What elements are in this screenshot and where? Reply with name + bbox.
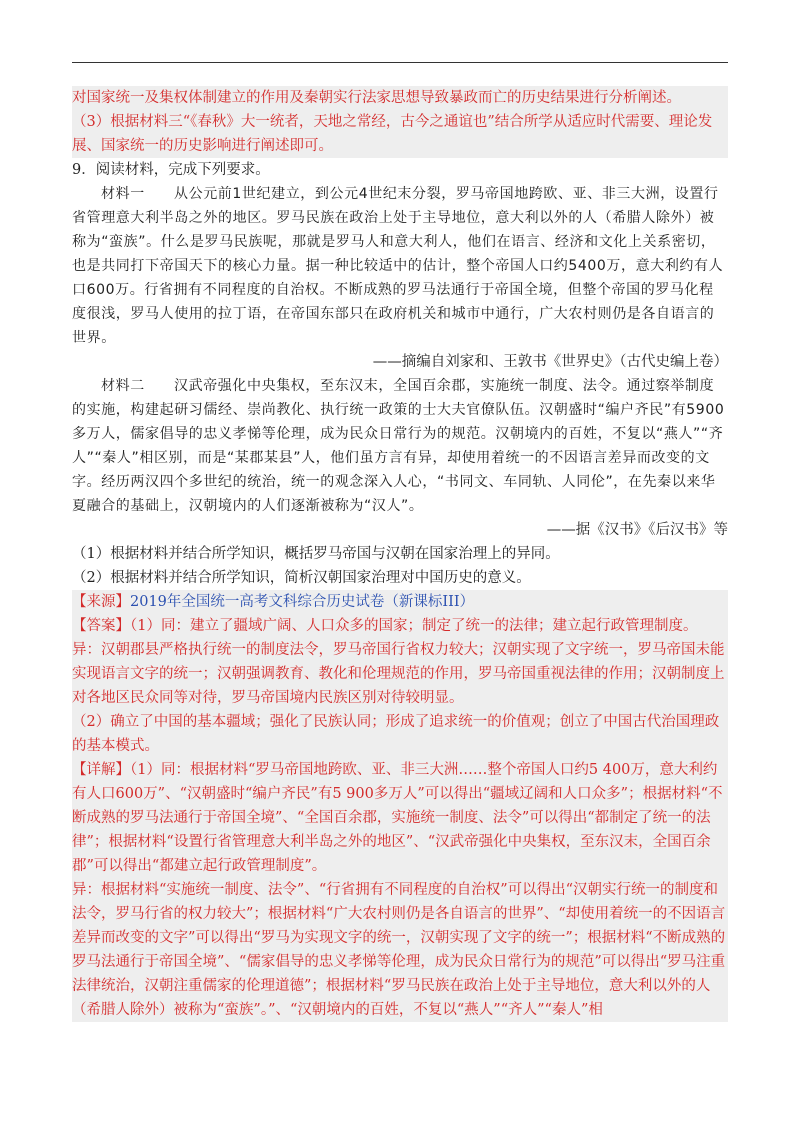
sub-question-2: （2）根据材料并结合所学知识，简析汉朝国家治理对中国历史的意义。 bbox=[72, 570, 531, 586]
answer-part1-text: （1）同：建立了疆域广阔、人口众多的国家；制定了统一的法律；建立起行政管理制度。 bbox=[130, 618, 698, 634]
sub-question-1: （1）根据材料并结合所学知识，概括罗马帝国与汉朝在国家治理上的异同。 bbox=[72, 546, 560, 562]
question-stem: 9．阅读材料，完成下列要求。 bbox=[72, 162, 270, 178]
source-text: 2019年全国统一高考文科综合历史试卷（新课标III） bbox=[130, 594, 475, 610]
material-one: 材料一 从公元前1世纪建立，到公元4世纪末分裂，罗马帝国地跨欧、亚、非三大洲，设置行省管理意大利半岛之外的地区。罗马民族在政治上处于主导地位，意大利以外的人（希腊人除外）被称为“蛮族”。什么是罗马民族呢，那就是罗马人和意大利人，他们在语言、经济和文化上关系密切，也是共同打下帝国天下的核心力量。据一种比较适中的估计，整个帝国人口约5400万，意大利约有人口600万。行省拥有不同程度的自治权。不断成熟的罗马法通行于帝国全境，但整个帝国的罗马化程度很浅，罗马人使用的拉丁语，在帝国东部只在政府机关和城市中通行，广大农村则仍是各自语言的世界。 bbox=[72, 186, 724, 346]
header-rule bbox=[72, 62, 728, 63]
detail-part1 bbox=[72, 758, 728, 878]
material-one-source: ——摘编自刘家和、王敦书《世界史》（古代史编上卷） bbox=[372, 354, 728, 370]
detail-part1-diff: 异：根据材料“实施统一制度、法令”、“行省拥有不同程度的自治权”可以得出“汉朝实行统一的制度和法令，罗马行省的权力较大”；根据材料“广大农村则仍是各自语言的世界”、“却使用着统一的不因语言差异而改变的文字”可以得出“罗马为实现文字的统一，汉朝实现了文字的统一”；根据材料“不断成熟的罗马法通行于帝国全境”、“儒家倡导的忠义孝悌等伦理，成为民众日常行为的规范”可以得出“罗马注重法律统治，汉朝注重儒家的伦理道德”；根据材料“罗马民族在政治上处于主导地位，意大利以外的人（希腊人除外）被称为“蛮族”。”、“汉朝境内的百姓，不复以“燕人”“齐人”“秦人”相 bbox=[72, 882, 726, 1018]
detail-part1-text: （1）同：根据材料“罗马帝国地跨欧、亚、非三大洲……整个帝国人口约5 400万，意大利约有人口600万”、“汉朝盛时“编户齐民”有5 900多万人”可以得出“疆域辽阔和人口众多”；根据材料“不断成熟的罗马法通行于帝国全境”、“全国百余郡，实施统一制度、法令”可以得出“都制定了统一的法律”；根据材料“设置行省管理意大利半岛之外的地区”、“汉武帝强化中央集权，至东汉末，全国百余郡”可以得出“都建立起行政管理制度”。 bbox=[72, 762, 723, 874]
question-block bbox=[72, 158, 728, 590]
answer-part2: （2）确立了中国的基本疆域；强化了民族认同；形成了追求统一的价值观；创立了中国古代治国理政的基本模式。 bbox=[72, 714, 720, 754]
answer-block bbox=[72, 614, 728, 758]
previous-answer-block bbox=[72, 86, 728, 158]
answer-tag: 【答案】 bbox=[72, 618, 130, 634]
previous-answer-line: 对国家统一及集权体制建立的作用及秦朝实行法家思想导致暴政而亡的历史结果进行分析阐述。 bbox=[72, 90, 681, 106]
answer-part1-diff: 异：汉朝郡县严格执行统一的制度法令，罗马帝国行省权力较大；汉朝实现了文字统一，罗马帝国未能实现语言文字的统一；汉朝强调教育、教化和伦理规范的作用，罗马帝国重视法律的作用；汉朝制度上对各地区民众同等对待，罗马帝国境内民族区别对待较明显。 bbox=[72, 642, 725, 706]
material-two-source: ——据《汉书》《后汉书》等 bbox=[546, 522, 728, 538]
answer-part1 bbox=[72, 614, 728, 638]
previous-answer-part3: （3）根据材料三“《春秋》大一统者，天地之常经，古今之通谊也”结合所学从适应时代需要、理论发展、国家统一的历史影响进行阐述即可。 bbox=[72, 114, 713, 154]
detail-block bbox=[72, 758, 728, 1022]
material-two: 材料二 汉武帝强化中央集权，至东汉末，全国百余郡，实施统一制度、法令。通过察举制度的实施，构建起研习儒经、崇尚教化、执行统一政策的士大夫官僚队伍。汉朝盛时“编户齐民”有5900多万人，儒家倡导的忠义孝悌等伦理，成为民众日常行为的规范。汉朝境内的百姓，不复以“燕人”“齐人”“秦人”相区别，而是“某郡某县”人，他们虽方言有异，却使用着统一的不因语言差异而改变的文字。经历两汉四个多世纪的统治，统一的观念深入人心，“书同文、车同轨、人同伦”，在先秦以来华夏融合的基础上，汉朝境内的人们逐渐被称为“汉人”。 bbox=[72, 378, 725, 514]
source-tag: 【来源】 bbox=[72, 594, 130, 610]
detail-tag: 【详解】 bbox=[72, 762, 130, 778]
source-line bbox=[72, 590, 728, 614]
page-content bbox=[72, 86, 728, 1022]
